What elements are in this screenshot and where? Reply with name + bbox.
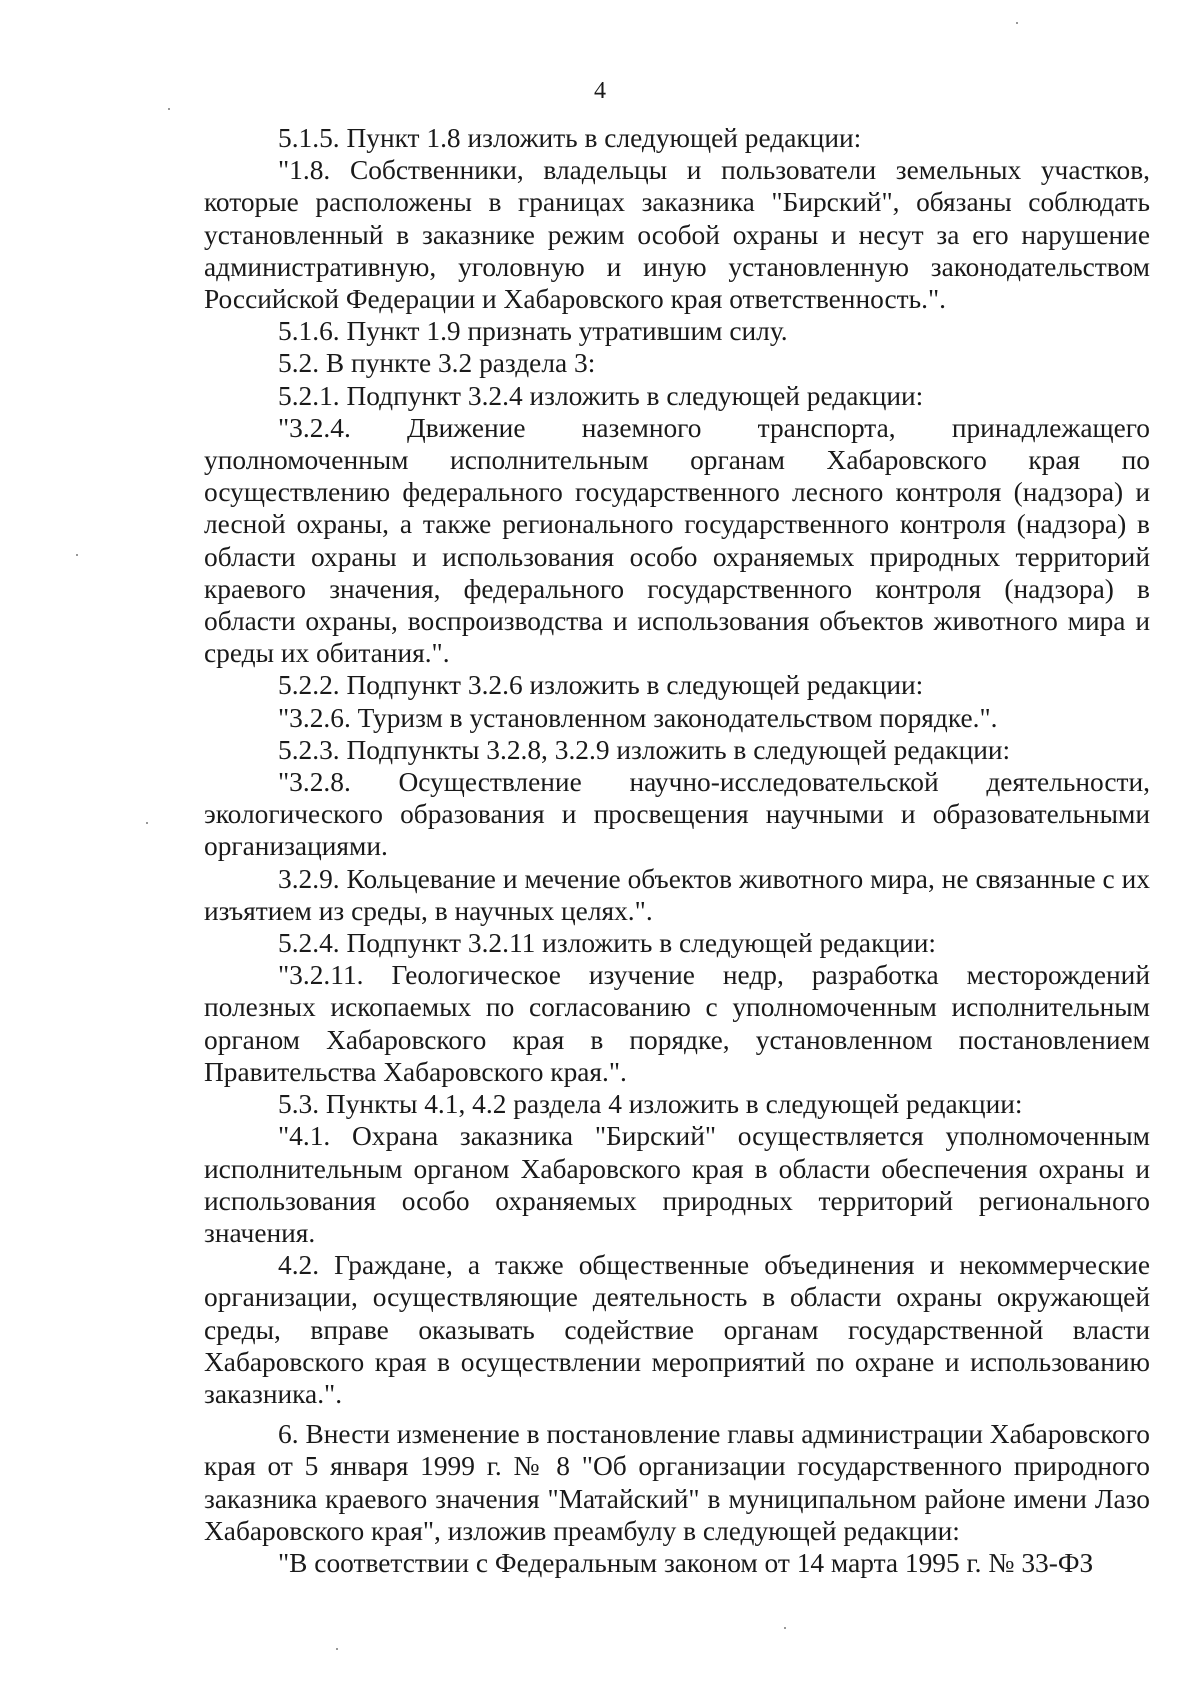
paragraph-5-2-2: 5.2.2. Подпункт 3.2.6 изложить в следующей редакции: <box>278 670 924 701</box>
page-number: 4 <box>594 78 606 104</box>
paragraph-4-1-text: "4.1. Охрана заказника "Бирский" осуществляется уполномоченным исполнительным органом Хабаровского края в области обеспечения охраны и использования особо охраняемых природных территорий регионального значения. <box>204 1121 1150 1248</box>
paragraph-5-1-5: 5.1.5. Пункт 1.8 изложить в следующей редакции: <box>278 123 862 153</box>
paragraph-5-2-4: 5.2.4. Подпункт 3.2.11 изложить в следующей редакции: <box>278 928 936 959</box>
scan-speck <box>76 554 78 556</box>
scan-speck <box>1016 22 1018 24</box>
paragraph-3-2-9-text: 3.2.9. Кольцевание и мечение объектов животного мира, не связанные с их изъятием из среды, в научных целях.". <box>204 863 1150 926</box>
paragraph-5-3: 5.3. Пункты 4.1, 4.2 раздела 4 изложить в следующей редакции: <box>278 1089 1023 1120</box>
paragraph-4-2-text: 4.2. Граждане, а также общественные объединения и некоммерческие организации, осуществляющие деятельность в области охраны окружающей среды, вправе оказывать содействие органам государственной власти Хабаровского края в осуществлении мероприятий по охране и использованию заказника.". <box>204 1250 1150 1409</box>
paragraph-1-8-text: "1.8. Собственники, владельцы и пользователи земельных участков, которые расположены в границах заказника "Бирский", обязаны соблюдать установленный в заказнике режим особой охраны и несут за его нарушение административную, уголовную и иную установленную законодательством Российской Федерации и Хабаровского края ответственность.". <box>204 155 1150 315</box>
scan-speck <box>146 822 148 824</box>
paragraph-5-2: 5.2. В пункте 3.2 раздела 3: <box>278 348 596 379</box>
scan-speck <box>784 1627 786 1629</box>
paragraph-5-2-3: 5.2.3. Подпункты 3.2.8, 3.2.9 изложить в следующей редакции: <box>278 734 1011 765</box>
paragraph-5-1-6: 5.1.6. Пункт 1.9 признать утратившим силу. <box>278 316 788 347</box>
scan-speck <box>168 108 170 110</box>
paragraph-3-2-11-text: "3.2.11. Геологическое изучение недр, разработка месторождений полезных ископаемых по согласованию с уполномоченным исполнительным органом Хабаровского края в порядке, установленном постановлением Правительства Хабаровского края.". <box>204 960 1150 1087</box>
paragraph-3-2-6-text: "3.2.6. Туризм в установленном законодательством порядке.". <box>278 702 998 733</box>
paragraph-5-2-1: 5.2.1. Подпункт 3.2.4 изложить в следующей редакции: <box>278 380 924 411</box>
document-body <box>204 122 1150 1579</box>
paragraph-6: 6. Внести изменение в постановление главы администрации Хабаровского края от 5 января 1999 г. № 8 "Об организации государственного природного заказника краевого значения "Матайский" в муниципальном районе имени Лазо Хабаровского края", изложив преамбулу в следующей редакции: <box>204 1419 1150 1546</box>
paragraph-3-2-8-text: "3.2.8. Осуществление научно-исследовательской деятельности, экологического образования и просвещения научными и образовательными организациями. <box>204 767 1150 862</box>
paragraph-3-2-4-text: "3.2.4. Движение наземного транспорта, принадлежащего уполномоченным исполнительным органам Хабаровского края по осуществлению федерального государственного лесного контроля (надзора) и лесной охраны, а также регионального государственного контроля (надзора) в области охраны и использования особо охраняемых природных территорий краевого значения, федерального государственного контроля (надзора) в области охраны, воспроизводства и использования объектов животного мира и среды их обитания.". <box>204 412 1150 669</box>
scan-speck <box>336 1648 338 1650</box>
paragraph-preamble-start: "В соответствии с Федеральным законом от 14 марта 1995 г. № 33-ФЗ <box>278 1547 1094 1578</box>
